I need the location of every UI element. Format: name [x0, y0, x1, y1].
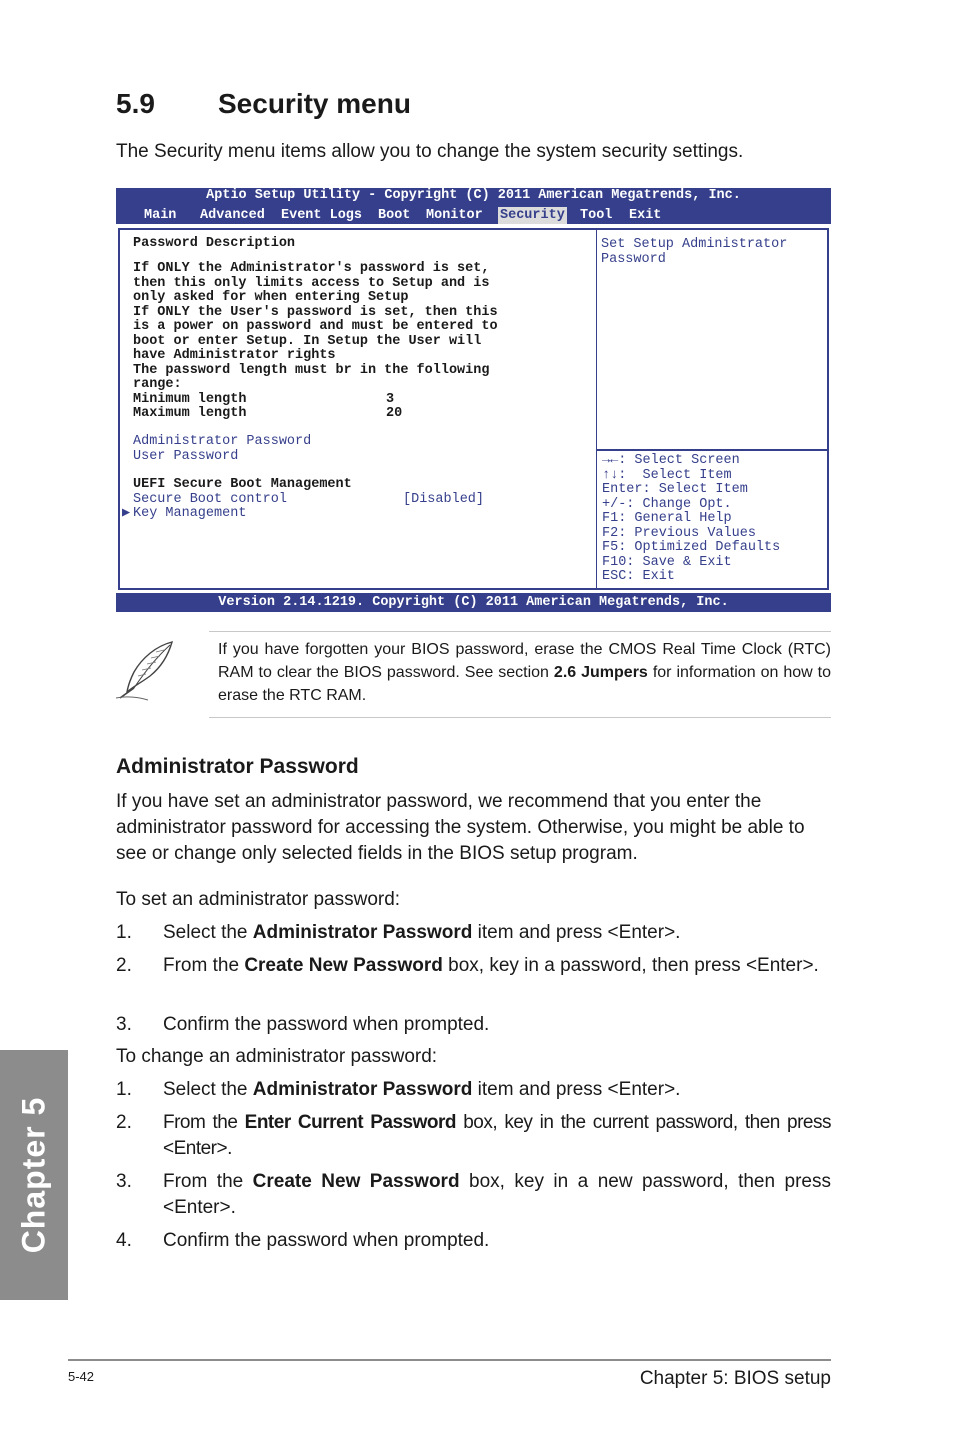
section-title: Security menu	[218, 88, 411, 119]
key-help-line: ESC: Exit	[602, 569, 675, 584]
step-text-bold: Administrator Password	[252, 1079, 473, 1100]
key-help-line: F5: Optimized Defaults	[602, 540, 781, 555]
tab-security[interactable]: Security	[500, 208, 565, 223]
chapter-side-tab	[0, 1050, 68, 1300]
description-line: then this only limits access to Setup and is	[133, 275, 490, 291]
step-number: 1.	[116, 1079, 132, 1100]
description-line: have Administrator rights	[133, 348, 336, 363]
change-password-intro: To change an administrator password:	[116, 1046, 438, 1067]
set-password-intro: To set an administrator password:	[116, 889, 401, 910]
note-text-part1: If you have forgotten your BIOS password, erase the CMOS Real Time Clock (RTC) RAM to clear the BIOS password. See section	[218, 641, 831, 681]
description-line: Password Description	[133, 236, 296, 251]
step-number: 2.	[116, 955, 132, 976]
step-text-post: box, key in a password, then press <Enter>.	[442, 955, 819, 976]
tab-tool[interactable]: Tool	[580, 208, 613, 223]
min-length-value: 3	[386, 391, 395, 407]
step-text-pre: Select the	[163, 922, 253, 943]
note-jumpers-ref: 2.6 Jumpers	[553, 664, 648, 681]
step-text-bold: Administrator Password	[252, 922, 473, 943]
step-text-bold: Create New Password	[252, 1171, 460, 1192]
key-help-line: F10: Save & Exit	[602, 554, 732, 570]
step-text	[163, 1169, 831, 1221]
tab-boot[interactable]: Boot	[378, 208, 411, 223]
key-help-line: Enter: Select Item	[602, 482, 748, 497]
tab-advanced[interactable]: Advanced	[200, 208, 265, 223]
step-text-post: box, key in the current password, then press <Enter>.	[163, 1112, 831, 1159]
page-number: 5-42	[68, 1369, 95, 1384]
step-text-bold: Enter Current Password	[244, 1112, 457, 1133]
step-text-post: item and press <Enter>.	[472, 922, 681, 943]
key-help-line: F2: Previous Values	[602, 525, 756, 541]
step-text-post: box, key in a new password, then press <Enter>.	[163, 1171, 831, 1218]
tab-exit[interactable]: Exit	[629, 208, 662, 223]
footer-rule	[68, 1359, 831, 1361]
secure-boot-control-value[interactable]: [Disabled]	[403, 491, 485, 507]
min-length-label: Minimum length	[133, 391, 247, 407]
administrator-password-item[interactable]: Administrator Password	[133, 434, 312, 449]
bios-help-divider	[597, 449, 827, 451]
item-help-line: Password	[601, 251, 666, 267]
step-text: Confirm the password when prompted.	[163, 1230, 490, 1251]
step-number: 4.	[116, 1230, 132, 1251]
key-help-line: +/-: Change Opt.	[602, 496, 732, 512]
bios-footer: Version 2.14.1219. Copyright (C) 2011 American Megatrends, Inc.	[116, 593, 831, 612]
step-text-pre: From the	[163, 1112, 245, 1133]
step-number: 3.	[116, 1171, 132, 1192]
step-text	[163, 1110, 831, 1162]
description-line: If ONLY the Administrator's password is set,	[133, 261, 490, 276]
feather-pen-icon	[112, 638, 182, 702]
step-text	[163, 953, 831, 979]
step-number: 3.	[116, 1014, 132, 1035]
step-text-post: item and press <Enter>.	[472, 1079, 681, 1100]
description-line: If ONLY the User's password is set, then this	[133, 304, 498, 320]
key-help-line: →←: Select Screen	[602, 453, 740, 468]
tab-main[interactable]: Main	[144, 208, 177, 223]
step-text-pre: From the	[163, 1171, 253, 1192]
description-line: range:	[133, 377, 182, 392]
step-number: 1.	[116, 922, 132, 943]
max-length-value: 20	[386, 406, 403, 421]
note-text-part2: for information on how to erase the RTC RAM.	[218, 664, 832, 704]
submenu-arrow-icon: ▶	[122, 506, 131, 521]
description-line: is a power on password and must be entered to	[133, 319, 498, 334]
bios-tab-bar	[116, 207, 831, 224]
bios-header	[116, 188, 831, 224]
chapter-tab-label: Chapter 5	[15, 1096, 52, 1254]
uefi-heading: UEFI Secure Boot Management	[133, 477, 352, 492]
bios-title: Aptio Setup Utility - Copyright (C) 2011 American Megatrends, Inc.	[206, 188, 741, 203]
administrator-password-heading: Administrator Password	[116, 755, 359, 778]
key-help-line: F1: General Help	[602, 511, 732, 526]
description-line: boot or enter Setup. In Setup the User will	[133, 333, 482, 349]
description-line: The password length must br in the following	[133, 362, 490, 378]
section-number: 5.9	[116, 88, 155, 119]
intro-text: The Security menu items allow you to change the system security settings.	[116, 141, 744, 162]
step-text-pre: Select the	[163, 1079, 253, 1100]
footer-chapter-label: Chapter 5: BIOS setup	[639, 1368, 831, 1389]
bios-screen	[116, 188, 831, 612]
step-text	[163, 1077, 831, 1103]
max-length-label: Maximum length	[133, 406, 247, 421]
step-text	[163, 920, 831, 946]
tab-event-logs[interactable]: Event Logs	[281, 208, 363, 223]
key-help-line: ↑↓: Select Item	[602, 467, 732, 483]
note-rule-top	[209, 631, 831, 632]
step-number: 2.	[116, 1112, 132, 1133]
administrator-password-paragraph: If you have set an administrator password, we recommend that you enter the administrator password for accessing the system. Otherwise, you might be able to see or change only selected fields in the BIOS setup program.	[116, 791, 805, 864]
note-text	[218, 638, 831, 707]
user-password-item[interactable]: User Password	[133, 448, 239, 464]
step-text-pre: From the	[163, 955, 245, 976]
item-help-line: Set Setup Administrator	[601, 237, 788, 252]
secure-boot-control-item[interactable]: Secure Boot control	[133, 491, 287, 507]
key-management-item[interactable]: Key Management	[133, 506, 247, 521]
tab-monitor[interactable]: Monitor	[426, 208, 483, 223]
description-line: only asked for when entering Setup	[133, 290, 409, 305]
note-rule-bottom	[209, 717, 831, 718]
step-text: Confirm the password when prompted.	[163, 1014, 490, 1035]
step-text-bold: Create New Password	[244, 955, 443, 976]
